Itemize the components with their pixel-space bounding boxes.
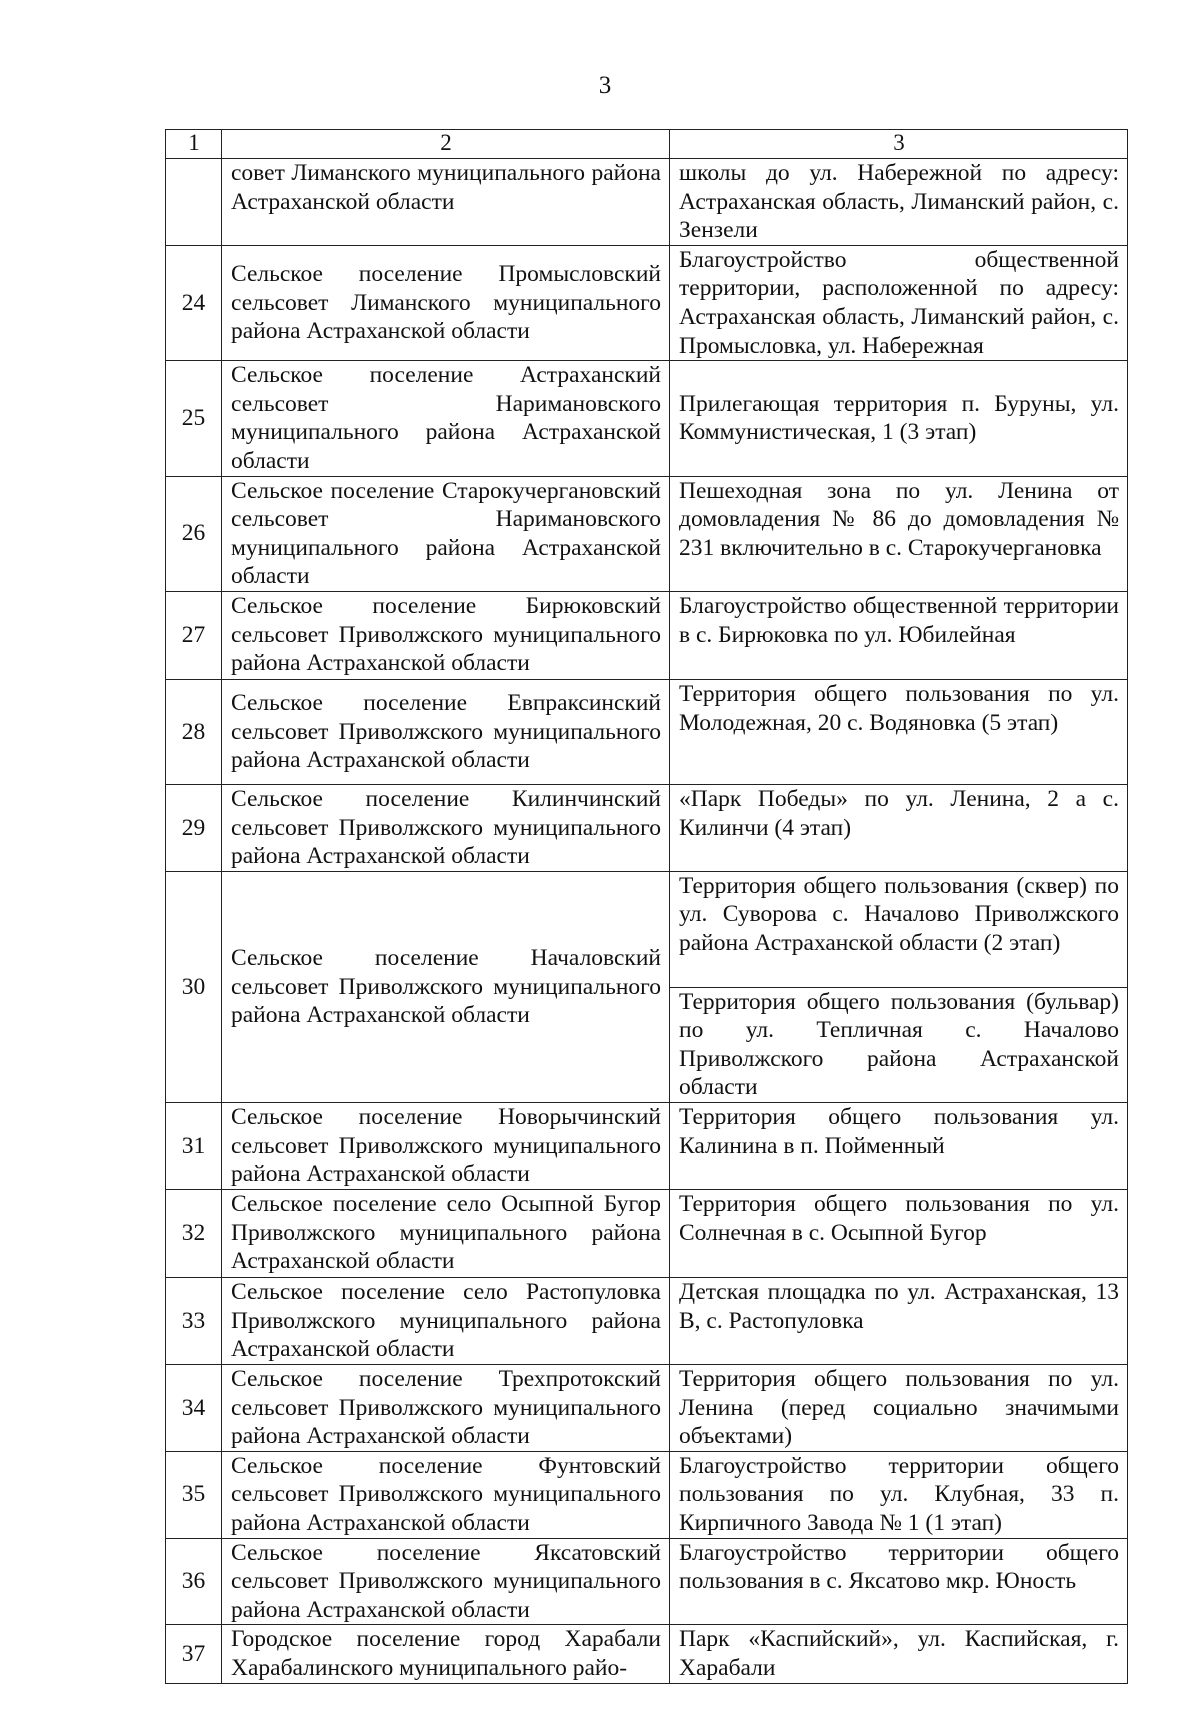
settlements-table [165,129,1128,1684]
territory-object: Территория общего пользования (сквер) по ул. Суворова с. Началово Приволжского района Астраханской области (2 этап) [670,871,1128,987]
row-number: 27 [166,591,222,679]
table-row [166,245,1128,360]
settlement-name: Сельское поселение Старокучергановский сельсовет Наримановского муниципального района Астраханской области [222,476,670,591]
settlement-name: Сельское поселение Трехпротокский сельсовет Приволжского муниципального района Астраханской области [222,1365,670,1452]
territory-object: Территория общего пользования по ул. Молодежная, 20 с. Водяновка (5 этап) [670,679,1128,784]
settlement-name: совет Лиманского муниципального района Астраханской области [222,159,670,246]
row-number: 29 [166,784,222,871]
territory-object: Благоустройство территории общего пользования по ул. Клубная, 33 п. Кирпичного Завода № 1 (1 этап) [670,1451,1128,1538]
table-row [166,679,1128,784]
territory-object: Территория общего пользования по ул. Солнечная в с. Осыпной Бугор [670,1190,1128,1278]
territory-object: Территория общего пользования (бульвар) по ул. Тепличная с. Началово Приволжского района Астраханской области [670,987,1128,1102]
settlement-name: Сельское поселение Астраханский сельсовет Наримановского муниципального района Астраханской области [222,361,670,476]
column-header-object: 3 [670,130,1128,159]
territory-object: «Парк Победы» по ул. Ленина, 2 а с. Килинчи (4 этап) [670,784,1128,871]
row-number: 32 [166,1190,222,1278]
settlement-name: Сельское поселение село Осыпной Бугор Приволжского муниципального района Астраханской области [222,1190,670,1278]
territory-object: Благоустройство территории общего пользования в с. Яксатово мкр. Юность [670,1538,1128,1625]
table-header-row [166,130,1128,159]
table-row [166,1190,1128,1278]
row-number: 37 [166,1625,222,1683]
territory-object: Территория общего пользования ул. Калинина в п. Пойменный [670,1103,1128,1190]
table-row [166,476,1128,591]
settlement-name: Сельское поселение Фунтовский сельсовет Приволжского муниципального района Астраханской области [222,1451,670,1538]
row-number [166,159,222,246]
row-number: 36 [166,1538,222,1625]
territory-object: Прилегающая территория п. Буруны, ул. Коммунистическая, 1 (3 этап) [670,361,1128,476]
territory-object: Детская площадка по ул. Астраханская, 13 В, с. Растопуловка [670,1278,1128,1365]
column-header-settlement: 2 [222,130,670,159]
row-number: 34 [166,1365,222,1452]
page-number: 3 [598,72,612,99]
table-row [166,361,1128,476]
table-row [166,784,1128,871]
settlement-name: Сельское поселение Началовский сельсовет Приволжского муниципального района Астраханской области [222,871,670,1102]
table-row [166,871,1128,987]
settlement-name: Сельское поселение Евпраксинский сельсовет Приволжского муниципального района Астраханской области [222,679,670,784]
row-number: 31 [166,1103,222,1190]
row-number: 30 [166,871,222,1102]
row-number: 24 [166,245,222,360]
settlement-name: Сельское поселение Яксатовский сельсовет Приволжского муниципального района Астраханской области [222,1538,670,1625]
territory-object: Благоустройство общественной территории, расположенной по адресу: Астраханская область, Лиманский район, с. Промысловка, ул. Набережная [670,245,1128,360]
settlement-name: Городское поселение город Харабали Харабалинского муниципального райо- [222,1625,670,1683]
row-number: 35 [166,1451,222,1538]
settlement-name: Сельское поселение Бирюковский сельсовет Приволжского муниципального района Астраханской области [222,591,670,679]
table-row [166,1365,1128,1452]
column-header-number: 1 [166,130,222,159]
row-number: 25 [166,361,222,476]
table-row [166,591,1128,679]
row-number: 33 [166,1278,222,1365]
row-number: 26 [166,476,222,591]
territory-object: Пешеходная зона по ул. Ленина от домовладения № 86 до домовладения № 231 включительно в с. Старокучергановка [670,476,1128,591]
table-row [166,159,1128,246]
table-row [166,1278,1128,1365]
territory-object: школы до ул. Набережной по адресу: Астраханская область, Лиманский район, с. Зензели [670,159,1128,246]
territory-object: Территория общего пользования по ул. Ленина (перед социально значимыми объектами) [670,1365,1128,1452]
settlement-name: Сельское поселение Килинчинский сельсовет Приволжского муниципального района Астраханской области [222,784,670,871]
table-row [166,1451,1128,1538]
table-row [166,1625,1128,1683]
territory-object: Парк «Каспийский», ул. Каспийская, г. Харабали [670,1625,1128,1683]
settlement-name: Сельское поселение село Растопуловка Приволжского муниципального района Астраханской области [222,1278,670,1365]
territory-object: Благоустройство общественной территории в с. Бирюковка по ул. Юбилейная [670,591,1128,679]
table-row [166,1103,1128,1190]
row-number: 28 [166,679,222,784]
table-row [166,1538,1128,1625]
settlement-name: Сельское поселение Промысловский сельсовет Лиманского муниципального района Астраханской области [222,245,670,360]
settlement-name: Сельское поселение Новорычинский сельсовет Приволжского муниципального района Астраханской области [222,1103,670,1190]
